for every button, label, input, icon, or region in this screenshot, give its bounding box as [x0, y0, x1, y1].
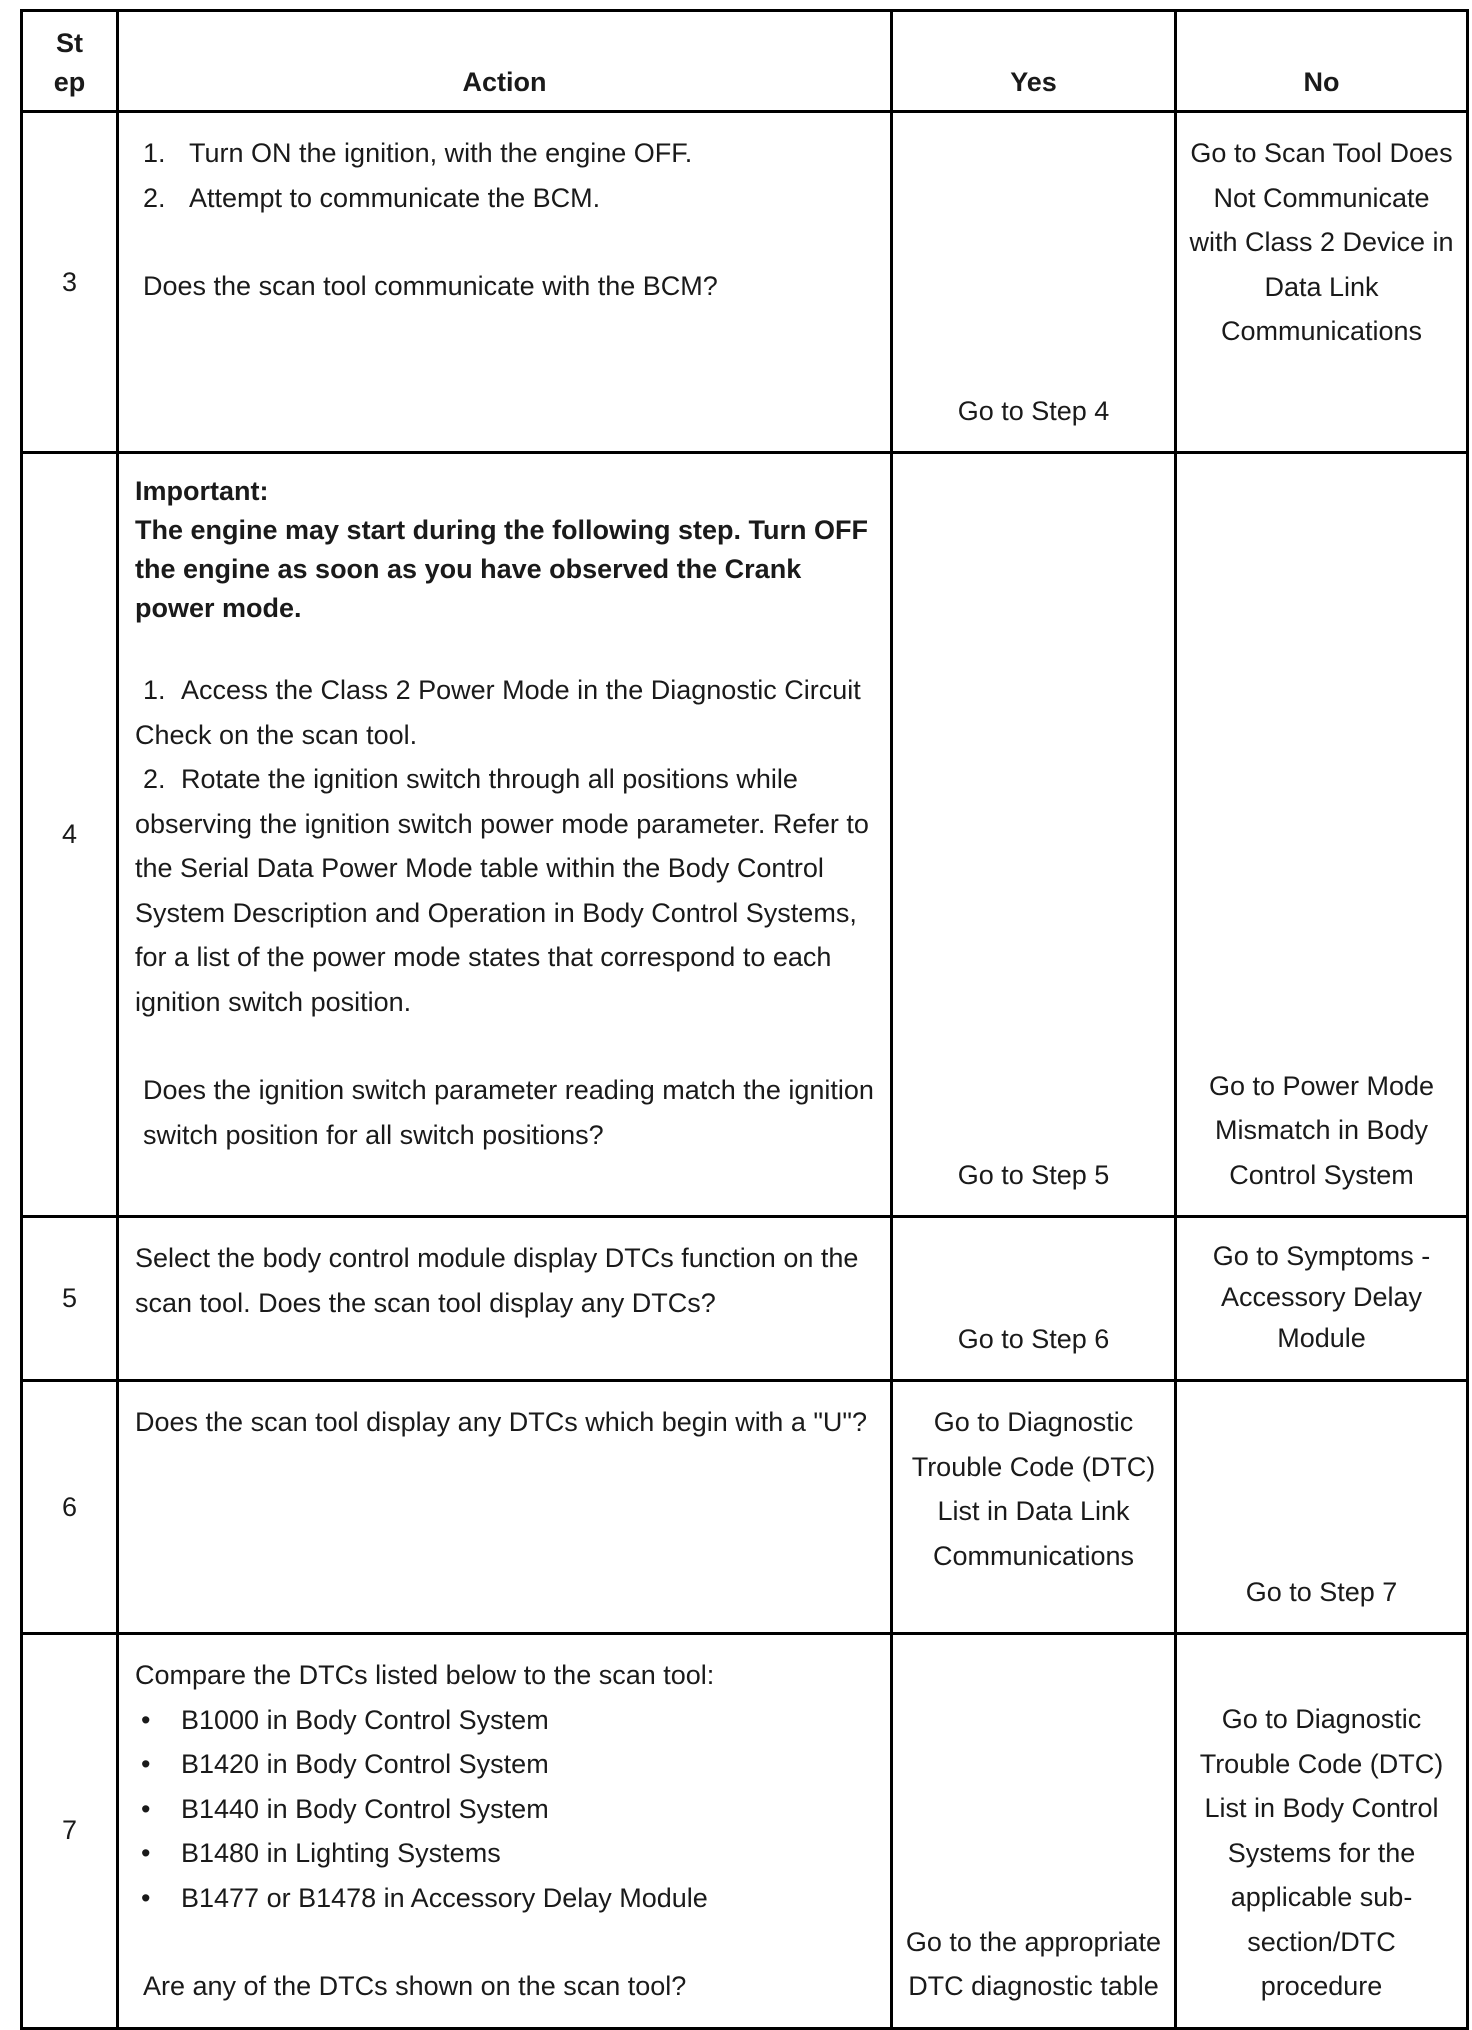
yes-cell: Go to Step 6: [892, 1217, 1176, 1381]
header-action: Action: [118, 11, 892, 112]
table-row: [22, 112, 1468, 453]
list-item: • B1440 in Body Control System: [141, 1793, 549, 1824]
table-row: [22, 453, 1468, 1217]
list-item: 2. Rotate the ignition switch through all positions while observing the ignition switch power mode parameter. Refer to the Serial Data Power Mode table within the Body Control System Description and Operation in Body Control Systems, for a list of the power mode states that correspond to each ignition switch position.: [135, 764, 869, 1017]
step-number: 7: [22, 1634, 118, 2029]
step-number: 3: [22, 112, 118, 453]
step-number: 5: [22, 1217, 118, 1381]
action-cell: Select the body control module display DTCs function on the scan tool. Does the scan tool display any DTCs?: [118, 1217, 892, 1381]
important-label: Important:: [135, 476, 269, 506]
action-cell: [118, 112, 892, 453]
question-text: Are any of the DTCs shown on the scan tool?: [143, 1971, 687, 2001]
important-text: The engine may start during the following step. Turn OFF the engine as soon as you have observed the Crank power mode.: [135, 515, 869, 623]
table-row: [22, 1634, 1468, 2029]
list-item: 1. Turn ON the ignition, with the engine OFF.: [143, 138, 693, 168]
list-item: • B1477 or B1478 in Accessory Delay Module: [141, 1882, 708, 1913]
yes-cell: Go to Step 5: [892, 453, 1176, 1217]
no-cell: Go to Scan Tool Does Not Communicate with Class 2 Device in Data Link Communications: [1176, 112, 1468, 453]
action-cell: [118, 1634, 892, 2029]
header-row: [22, 11, 1468, 112]
action-cell: [118, 453, 892, 1217]
list-item: • B1420 in Body Control System: [141, 1749, 549, 1779]
header-yes: Yes: [892, 11, 1176, 112]
no-cell: Go to Symptoms - Accessory Delay Module: [1176, 1217, 1468, 1381]
yes-cell: Go to Diagnostic Trouble Code (DTC) List in Data Link Communications: [892, 1381, 1176, 1634]
no-cell: Go to Power Mode Mismatch in Body Control System: [1176, 453, 1468, 1217]
table-row: [22, 1217, 1468, 1381]
question-text: Does the ignition switch parameter reading match the ignition switch position for all switch positions?: [143, 1075, 874, 1150]
yes-cell: Go to the appropriate DTC diagnostic table: [892, 1634, 1176, 2029]
no-cell: Go to Diagnostic Trouble Code (DTC) List in Body Control Systems for the applicable sub-section/DTC procedure: [1176, 1634, 1468, 2029]
yes-cell: Go to Step 4: [892, 112, 1176, 453]
step-number: 6: [22, 1381, 118, 1634]
no-cell: Go to Step 7: [1176, 1381, 1468, 1634]
question-text: Does the scan tool communicate with the BCM?: [143, 271, 718, 301]
list-item: 2. Attempt to communicate the BCM.: [143, 182, 601, 213]
header-step: St ep: [22, 11, 118, 112]
table-row: [22, 1381, 1468, 1634]
header-no: No: [1176, 11, 1468, 112]
intro-text: Compare the DTCs listed below to the scan tool:: [135, 1660, 715, 1690]
action-cell: Does the scan tool display any DTCs which begin with a "U"?: [118, 1381, 892, 1634]
list-item: 1. Access the Class 2 Power Mode in the Diagnostic Circuit Check on the scan tool.: [135, 675, 861, 750]
diagnostic-table: [20, 9, 1469, 2030]
list-item: • B1000 in Body Control System: [141, 1704, 549, 1735]
step-number: 4: [22, 453, 118, 1217]
list-item: • B1480 in Lighting Systems: [141, 1838, 501, 1868]
